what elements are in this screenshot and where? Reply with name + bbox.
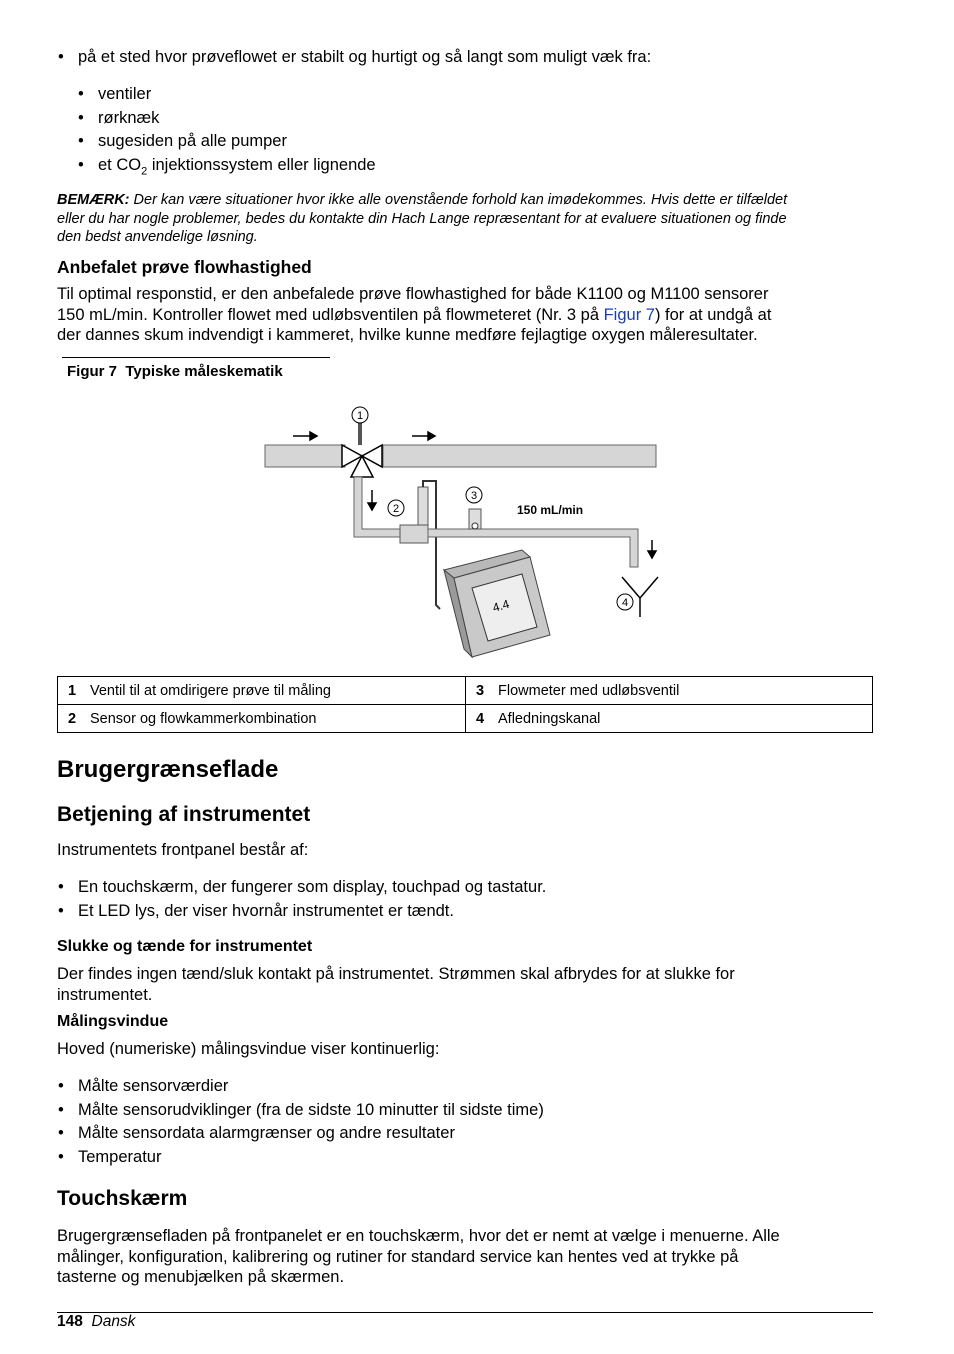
flow-arrow-in (293, 432, 317, 440)
flow-arrow-down-1 (368, 490, 376, 510)
note-label: BEMÆRK: (57, 192, 130, 208)
callout-2 (388, 500, 404, 516)
table-row (58, 677, 873, 705)
measurement-schematic (250, 395, 670, 665)
footer-rule (57, 1312, 873, 1313)
flow-rate-label: 150 mL/min (517, 503, 584, 517)
legend-cell: 4 Afledningskanal (466, 705, 873, 733)
callout-3 (466, 487, 482, 503)
note: BEMÆRK: Der kan være situationer hvor ikke alle ovenstående forhold kan imødekommes. Hvis dette er tilfældet eller du har nogle problemer, bedes du kontakte din Hach Lange repræsentant for at evaluere situationen og finde den bedst anvendelige løsning. (57, 192, 788, 245)
flow-arrow-down-2 (648, 540, 656, 558)
subheading-operation: Betjening af instrumentet (57, 803, 311, 826)
callout-4 (617, 594, 633, 610)
power-paragraph: Der findes ingen tænd/sluk kontakt på instrumentet. Strømmen skal afbrydes for at slukke for instrumentet. (57, 965, 735, 1004)
controller-unit (444, 550, 550, 657)
footer (57, 1313, 135, 1331)
legend-cell: 2 Sensor og flowkammerkombination (58, 705, 466, 733)
svg-text:3: 3 (470, 490, 478, 502)
touch-heading: Touchskærm (57, 1187, 188, 1210)
flow-heading: Anbefalet prøve flowhastighed (57, 257, 312, 277)
figure-7-link[interactable]: Figur 7 (603, 305, 655, 324)
sensor-flow-chamber (400, 481, 440, 609)
valve-1 (342, 423, 382, 477)
svg-text:2: 2 (392, 503, 400, 515)
figure-caption-rule (62, 357, 330, 358)
measure-heading: Målingsvindue (57, 1013, 169, 1030)
svg-text:1: 1 (356, 410, 364, 422)
figure-legend-table (57, 676, 873, 733)
section-heading-ui: Brugergrænseflade (57, 756, 279, 783)
display-value: 4.4 (490, 596, 511, 615)
legend-cell: 3 Flowmeter med udløbsventil (466, 677, 873, 705)
figure-caption: Figur 7 Typiske måleskematik (67, 363, 283, 380)
measure-intro: Hoved (numeriske) målingsvindue viser kontinuerlig: (57, 1040, 440, 1058)
flowmeter-3 (469, 509, 481, 529)
footer-language: Dansk (91, 1313, 136, 1330)
touch-paragraph: Brugergrænsefladen på frontpanelet er en touchskærm, hvor det er nemt at vælge i menuerne. Alle målinger, konfiguration, kalibrering og rutiner for standard service kan hentes ved at trykke på tasterne og menubjælken på skærmen. (57, 1227, 780, 1286)
svg-text:4: 4 (621, 597, 629, 609)
legend-cell: 1 Ventil til at omdirigere prøve til måling (58, 677, 466, 705)
flowmeter-pipe (428, 529, 638, 567)
flow-paragraph: Til optimal responstid, er den anbefalede prøve flowhastighed for både K1100 og M1100 sensorer 150 mL/min. Kontroller flowet med udløbsventilen på flowmeteret (Nr. 3 på Figur 7) for at undgå at der dannes skum indvendigt i kammeret, hvilke kunne medføre fejlagtige oxygen måleresultater. (57, 285, 772, 344)
power-heading: Slukke og tænde for instrumentet (57, 938, 313, 955)
ui-intro: Instrumentets frontpanel består af: (57, 841, 309, 859)
page-number: 148 (57, 1313, 83, 1330)
callout-1 (352, 407, 368, 423)
flow-arrow-out (412, 432, 435, 440)
table-row (58, 705, 873, 733)
main-pipe (265, 445, 656, 467)
